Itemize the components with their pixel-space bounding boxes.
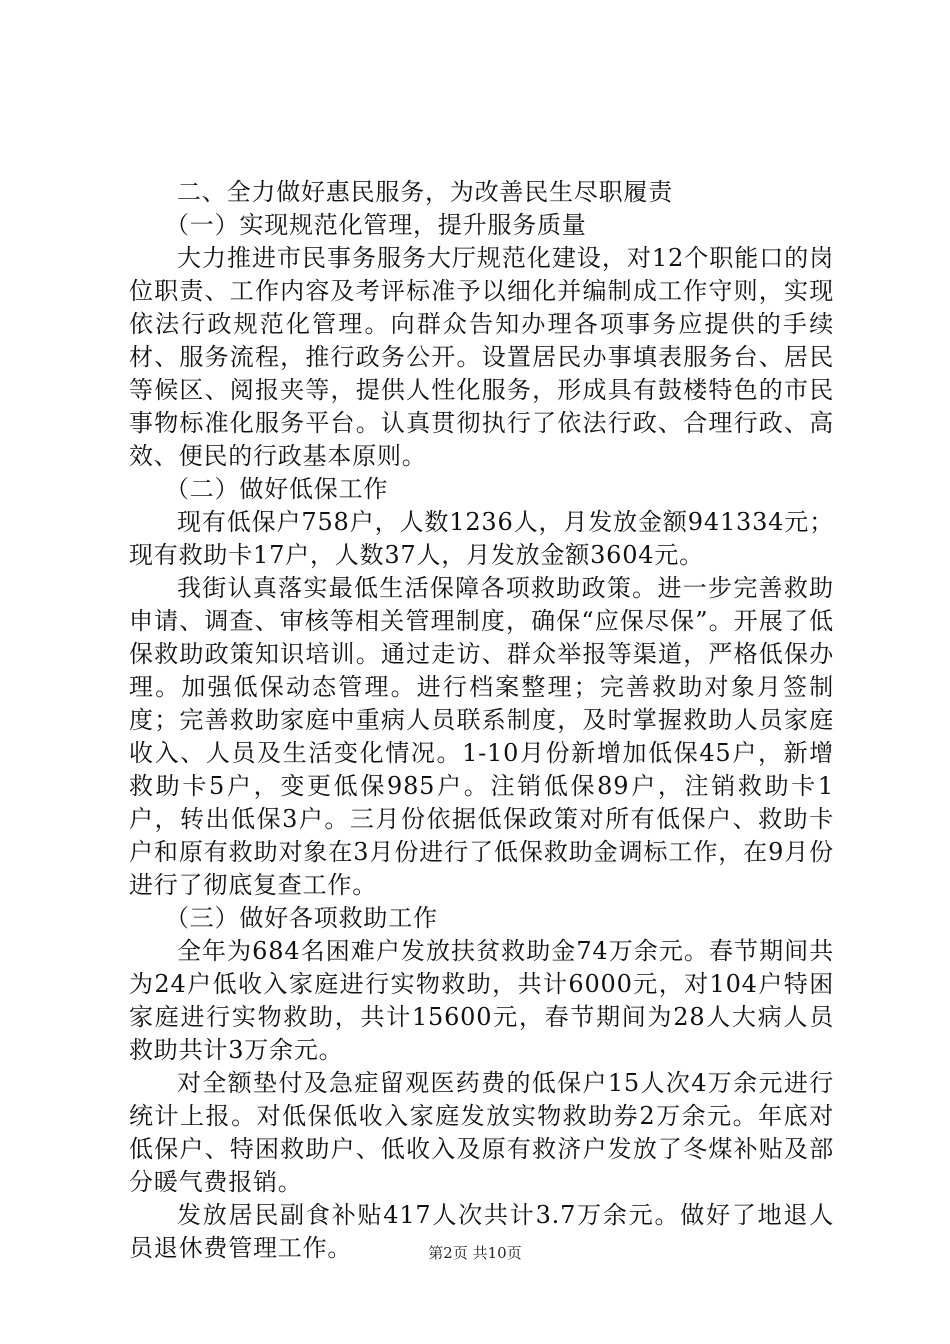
body-paragraph: 发放居民副食补贴417人次共计3.7万余元。做好了地退人员退休费管理工作。	[129, 1201, 834, 1262]
body-paragraph: 全年为684名困难户发放扶贫救助金74万余元。春节期间共为24户低收入家庭进行实物救助，共计6000元，对104户特困家庭进行实物救助，共计15600元，春节期间为28人大病人员救助共计3万余元。	[129, 937, 834, 1064]
body-paragraph: 现有低保户758户，人数1236人，月发放金额941334元；现有救助卡17户，人数37人，月发放金额3604元。	[129, 508, 834, 569]
page-footer	[0, 1243, 950, 1263]
subsection-heading: （二）做好低保工作	[165, 475, 389, 503]
body-paragraph: 大力推进市民事务服务大厅规范化建设，对12个职能口的岗位职责、工作内容及考评标准予以细化并编制成工作守则，实现依法行政规范化管理。向群众告知办理各项事务应提供的手续材、服务流程，推行政务公开。设置居民办事填表服务台、居民等候区、阅报夹等，提供人性化服务，形成具有鼓楼特色的市民事物标准化服务平台。认真贯彻执行了依法行政、合理行政、高效、便民的行政基本原则。	[129, 244, 834, 470]
section-heading: 二、全力做好惠民服务，为改善民生尽职履责	[177, 178, 673, 206]
page-number-label: 第2页 共10页	[428, 1244, 522, 1262]
subsection-heading: （三）做好各项救助工作	[165, 904, 438, 932]
body-paragraph: 我街认真落实最低生活保障各项救助政策。进一步完善救助申请、调查、审核等相关管理制度，确保“应保尽保”。开展了低保救助政策知识培训。通过走访、群众举报等渠道，严格低保办理。加强低保动态管理。进行档案整理；完善救助对象月签制度；完善救助家庭中重病人员联系制度，及时掌握救助人员家庭收入、人员及生活变化情况。1-10月份新增加低保45户，新增救助卡5户，变更低保985户。注销低保89户，注销救助卡1户，转出低保3户。三月份依据低保政策对所有低保户、救助卡户和原有救助对象在3月份进行了低保救助金调标工作，在9月份进行了彻底复查工作。	[129, 574, 834, 899]
document-body	[129, 176, 834, 1265]
body-paragraph: 对全额垫付及急症留观医药费的低保户15人次4万余元进行统计上报。对低保低收入家庭发放实物救助券2万余元。年底对低保户、特困救助户、低收入及原有救济户发放了冬煤补贴及部分暖气费报销。	[129, 1069, 834, 1196]
subsection-heading: （一）实现规范化管理，提升服务质量	[165, 211, 587, 239]
